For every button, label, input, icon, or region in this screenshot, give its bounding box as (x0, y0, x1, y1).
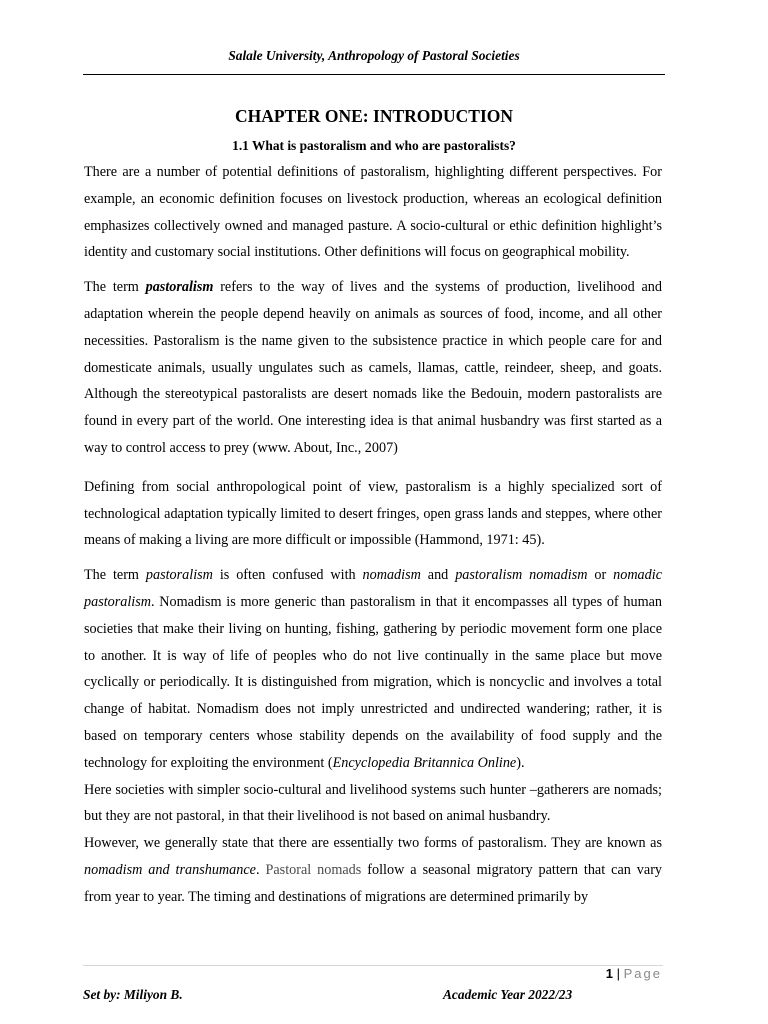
body-text (84, 159, 662, 911)
page-label: Page (623, 966, 662, 981)
text-run: The term (84, 279, 146, 296)
term-nomadism-transhumance: nomadism and transhumance (84, 861, 256, 878)
term-pastoralism-italic: pastoralism (145, 567, 213, 584)
page-separator: | (616, 966, 620, 981)
term-nomadism: nomadism (362, 567, 421, 584)
paragraph-definitions: There are a number of potential definitions of pastoralism, highlighting different perspectives. For example, an economic definition focuses on livestock production, whereas an ecological definition emphasizes collectively owned and managed pasture. A socio-cultural or ethic definition highlight’s identity and customary social institutions. Other definitions will focus on geographical mobility. (84, 164, 662, 261)
paragraph-term-pastoralism (84, 274, 662, 462)
text-run: refers to the way of lives and the systems of production, livelihood and adaptation wherein the people depend heavily on animals as sources of food, income, and all other necessities. Pastoralism is the name given to the subsistence practice in which people care for and domesticate animals, usually ungulates such as camels, llamas, cattle, reindeer, sheep, and goats. Although the stereotypical pastoralists are desert nomads like the Bedouin, modern pastoralists are found in every part of the world. One interesting idea is that animal husbandry was first started as a way to control access to prey (www. About, Inc., 2007) (84, 279, 662, 456)
footer-academic-year: Academic Year 2022/23 (443, 987, 573, 1002)
paragraph-anthropological-definition: Defining from social anthropological point of view, pastoralism is a highly specialized sort of technological adaptation typically limited to desert fringes, open grass lands and steppes, where other means of making a living are more difficult or impossible (Hammond, 1971: 45). (84, 478, 662, 549)
text-run: and (420, 567, 456, 584)
text-run: . Nomadism is more generic than pastoralism in that it encompasses all types of human societies that make their living on hunting, fishing, gathering by periodic movement form one place to another. It is way of life of peoples who do not live continually in the same place but move cyclically or periodically. It is distinguished from migration, which is noncyclic and involves a total change of habitat. Nomadism does not imply unrestricted and undirected wandering; rather, it is based on temporary centers whose stability depends on the availability of food supply and the technology for exploiting the environment ( (84, 593, 662, 771)
header-divider (83, 74, 665, 75)
paragraph-hunter-gatherers: Here societies with simpler socio-cultural and livelihood systems such hunter –gatherers are nomads; but they are not pastoral, in that their livelihood is not based on animal husbandry. (84, 781, 662, 825)
pastoral-nomads-link[interactable]: Pastoral nomads (265, 861, 362, 878)
text-run: is often confused with (212, 567, 363, 584)
paragraph-two-forms (84, 830, 662, 910)
text-run: However, we generally state that there are essentially two forms of pastoralism. They are known as (84, 835, 662, 852)
footer-divider (83, 965, 663, 966)
running-header: Salale University, Anthropology of Pastoral Societies (228, 48, 520, 63)
text-run: . (255, 861, 266, 878)
chapter-title: CHAPTER ONE: INTRODUCTION (234, 106, 514, 126)
term-nomadic-pastoralism: nomadic pastoralism (84, 567, 662, 610)
section-title: 1.1 What is pastoralism and who are pastoralists? (232, 138, 516, 153)
page-number (606, 966, 662, 981)
term-pastoralism-nomadism: pastoralism nomadism (455, 567, 588, 584)
citation-britannica: Encyclopedia Britannica Online (332, 754, 517, 771)
page-number-value: 1 (605, 966, 613, 981)
term-pastoralism: pastoralism (145, 279, 214, 296)
text-run: ). (516, 754, 525, 771)
paragraph-nomadism (84, 562, 662, 776)
text-run: or (587, 567, 614, 584)
text-run: The term (84, 567, 146, 584)
footer-author: Set by: Miliyon B. (83, 987, 183, 1002)
text-run: follow a seasonal migratory pattern that can vary from year to year. The timing and destinations of migrations are determined primarily by (84, 861, 663, 905)
